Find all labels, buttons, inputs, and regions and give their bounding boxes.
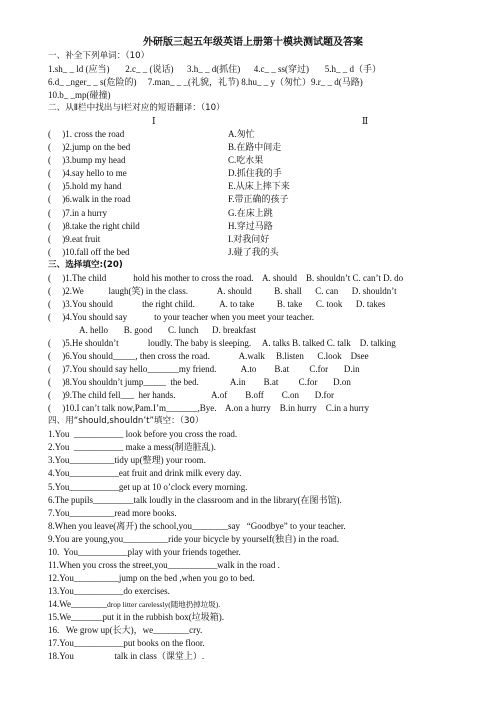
fill-question: 15.We_______put it in the rubbish box(垃圾箱). (48, 611, 225, 622)
section2-heading: 二、从Ⅱ栏中找出与Ⅰ栏对应的短语翻译：（10） (48, 103, 225, 114)
match-row (48, 128, 458, 141)
column-two-header: Ⅱ (362, 116, 369, 127)
match-right: I.对我问好 (228, 233, 270, 244)
choice-question: ( )10.I can’t talk now,Pam.I’m_______,Bye. A.on a hurry B.in hurry C.in a hurry (48, 403, 369, 414)
match-right: G.在床上跳 (228, 207, 273, 218)
page-title: 外研版三起五年级英语上册第十模块测试题及答案 (143, 37, 363, 48)
choice-question: ( )8.You shouldn’t jump_____ the bed. A.in B.at C.for D.on (48, 377, 351, 388)
match-right: F.带正确的孩子 (228, 194, 289, 205)
match-right: J.碰了我的头 (228, 246, 279, 257)
match-row (48, 233, 458, 246)
fill-question: 13.You___________do exercises. (48, 585, 170, 596)
fill-question: 9.You are young,you__________ride your bicycle by yourself(独自) in the road. (48, 533, 340, 544)
match-left: ( )2.jump on the bed (48, 142, 131, 153)
fill-question: 4.You___________eat fruit and drink milk every day. (48, 468, 242, 479)
fill-question: 17.You___________put books on the floor. (48, 638, 205, 649)
match-row (48, 220, 458, 233)
fill-question-start: 14.We________ (48, 598, 108, 609)
fill-question: 3.You__________tidy up(整理) your room. (48, 455, 206, 466)
match-right: C.吃水果 (228, 155, 264, 166)
match-left: ( )6.walk in the road (48, 194, 131, 205)
match-right: B.在路中间走 (228, 142, 282, 153)
choice-question: ( )3.You should the right child. A. to take B. take C. took D. takes (48, 298, 386, 309)
choice-question: ( )5.He shouldn’t loudly. The baby is sleeping. A. talks B. talked C. talk D. talking (48, 337, 396, 348)
choice-question: ( )1.The child hold his mother to cross the road. A. should B. shouldn’t C. can’t D. do (48, 272, 404, 283)
fill-question: 6.The pupils_________talk loudly in the classroom and in the library(在图书馆). (48, 494, 342, 505)
match-left: ( )8.take the right child (48, 220, 140, 231)
fill-question: 5.You___________get up at 10 o’clock every morning. (48, 481, 248, 492)
match-row (48, 154, 458, 167)
section2-column-headers (48, 115, 458, 128)
section1-line: 1.sh_ _ ld (应当) 2.c_ _ (说话) 3.h_ _ d(抓住) 4.c_ _ ss(穿过) 5.h_ _ d（手） (48, 64, 381, 75)
match-right: E.从床上摔下来 (228, 181, 290, 192)
fill-question: 11.When you cross the street,you___________walk in the road . (48, 559, 280, 570)
match-left: ( )7.in a hurry (48, 207, 107, 218)
match-left: ( )1. cross the road (48, 129, 125, 140)
choice-question: ( )6.You should_____, then cross the road. A.walk B.listen C.look Dsee (48, 351, 369, 362)
column-one-header: Ⅰ (152, 116, 156, 127)
section1-line: 10.b_ _mp(碰撞) (48, 90, 111, 101)
choice-question: ( )7.You should say hello_______my friend. A.to B.at C.for D.in (48, 364, 360, 375)
fill-question-end: drop litter carelessly(随地扔掉垃圾). (107, 599, 221, 609)
match-right: D.抓住我的手 (228, 168, 282, 179)
match-row (48, 180, 458, 193)
match-left: ( )10.fall off the bed (48, 246, 130, 257)
section3-heading: 三、选择填空:(20) (48, 259, 123, 270)
section4-heading: 四、用“should,shouldn’t”填空：（30） (48, 416, 204, 427)
match-left: ( )9.eat fruit (48, 233, 101, 244)
match-row (48, 141, 458, 154)
fill-question: 8.When you leave(离开) the school,you________say “Goodbye” to your teacher. (48, 520, 346, 531)
match-row (48, 246, 458, 259)
match-left: ( )5.hold my hand (48, 181, 122, 192)
fill-question: 1.You ___________ look before you cross the road. (48, 429, 238, 440)
fill-question: 7.You__________read more books. (48, 507, 177, 518)
section1-line: 6.d_ _nger_ _ s(危险的) 7.man_ _ _(礼貌，礼节) 8.hu_ _ y（匆忙）9.r_ _ d(马路) (48, 77, 363, 88)
fill-question (48, 598, 458, 611)
fill-question: 2.You ___________ make a mess(制造脏乱). (48, 442, 216, 453)
match-right: H.穿过马路 (228, 220, 273, 231)
choice-question: ( )2.We laugh(笑) in the class. A. should B. shall C. can D. shouldn’t (48, 285, 397, 296)
match-left: ( )3.bump my head (48, 155, 126, 166)
fill-question: 18.You talk in class（课堂上）. (48, 651, 205, 662)
match-left: ( )4.say hello to me (48, 168, 127, 179)
match-row (48, 207, 458, 220)
choice-question: ( )9.The child fell___ her hands. A.of B.off C.on D.for (48, 390, 335, 401)
choice-question: ( )4.You should say to your teacher when you meet your teacher. (48, 311, 315, 322)
fill-question: 10. You___________play with your friends together. (48, 546, 241, 557)
fill-question: 12.You__________jump on the bed ,when you go to bed. (48, 572, 255, 583)
fill-question: 16. We grow up(长大)，we________cry. (48, 625, 203, 636)
match-row (48, 193, 458, 206)
section1-heading: 一、补全下列单词：（10） (48, 51, 150, 61)
match-right: A.匆忙 (228, 129, 255, 140)
choice-options: A. hello B. good C. lunch D. breakfast (48, 324, 256, 335)
match-row (48, 167, 458, 180)
